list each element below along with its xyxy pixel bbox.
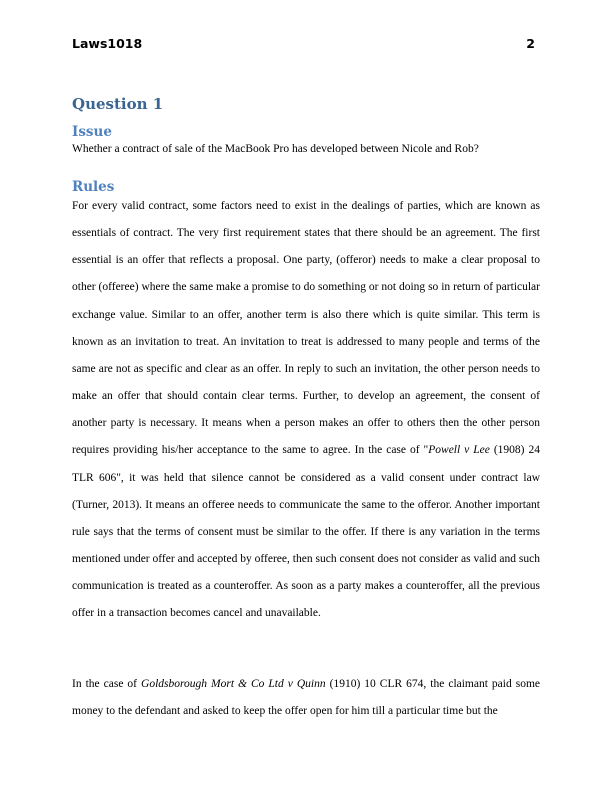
question-heading: Question 1 — [72, 95, 164, 113]
rules-paragraph-2-part-b: (1910) 10 CLR 674, the claimant paid some money to the defendant and asked to keep the offer open for him till a particular time but the — [72, 678, 541, 718]
case-citation-powell-v-lee: Powell v Lee — [428, 444, 490, 457]
rules-paragraph-2 — [72, 671, 540, 725]
rules-paragraph-1-part-b: (1908) 24 TLR 606", it was held that silence cannot be considered as a valid consent under contract law (Turner, 2013). It means an offeree needs to communicate the same to the offeror. Another important rule says that the terms of consent must be similar to the offer. If there is any variation in the terms mentioned under offer and accepted by offeree, then such consent does not consider as valid and such communication is treated as a counteroffer. As soon as a party makes a counteroffer, all the previous offer in a transaction becomes cancel and unavailable. — [72, 444, 540, 620]
header-page-number: 2 — [526, 36, 535, 51]
rules-paragraph-2-part-a: In the case of — [72, 678, 142, 690]
rules-heading: Rules — [72, 179, 115, 195]
rules-paragraph-1-part-a: For every valid contract, some factors need to exist in the dealings of parties, which are known as essentials of contract. The very first requirement states that there should be an agreement. The first essential is an offer that reflects a proposal. One party, (offeror) needs to make a clear proposal to other (offeree) where the same make a promise to do something or not doing so in return of particular exchange value. Similar to an offer, another term is also there which is quite similar. This term is known as an invitation to treat. An invitation to treat is addressed to many people and terms of the same are not as specific and clear as an offer. In reply to such an invitation, the other person needs to make an offer that should contain clear terms. Further, to develop an agreement, the consent of another party is necessary. It means when a person makes an offer to others then the other person requires providing his/her acceptance to the same to agree. In the case of " — [72, 200, 540, 457]
case-citation-goldsborough: Goldsborough Mort & Co Ltd v Quinn — [141, 678, 326, 690]
issue-text: Whether a contract of sale of the MacBook Pro has developed between Nicole and Rob? — [72, 143, 479, 155]
header-course-code: Laws1018 — [72, 36, 143, 51]
issue-heading: Issue — [72, 124, 112, 140]
rules-paragraph-1 — [72, 193, 540, 628]
